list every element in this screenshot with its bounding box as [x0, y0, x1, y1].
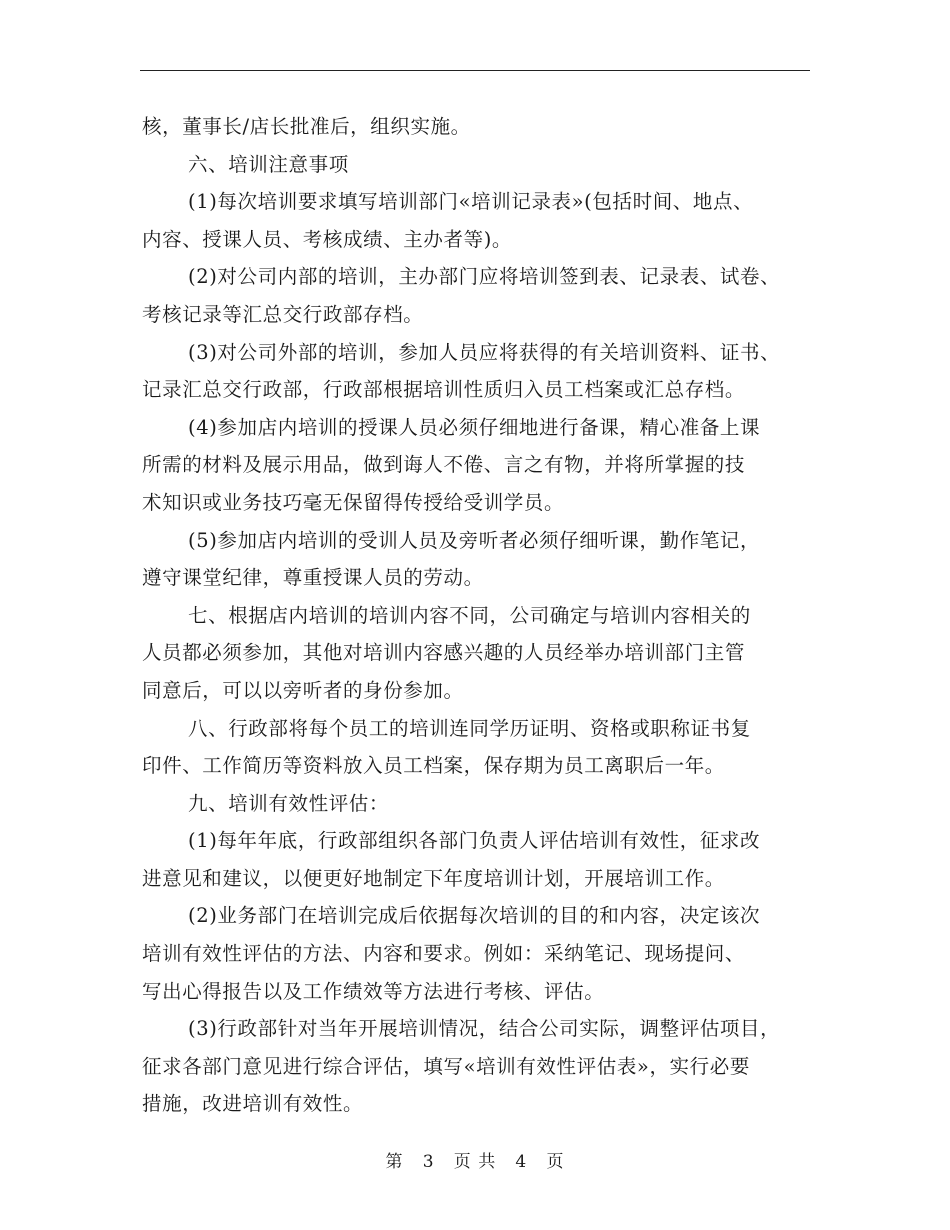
- text-line: 所需的材料及展示用品，做到诲人不倦、言之有物，并将所掌握的技: [142, 453, 746, 477]
- document-body: [142, 108, 832, 1123]
- footer-total-pages: 4: [515, 1152, 528, 1172]
- text-line: 同意后，可以以旁听者的身份参加。: [142, 678, 464, 702]
- text-line: (2)对公司内部的培训，主办部门应将培训签到表、记录表、试卷、: [188, 265, 781, 289]
- footer-suffix: 页: [546, 1152, 565, 1172]
- text-line: (3)行政部针对当年开展培训情况，结合公司实际，调整评估项目，: [188, 1017, 781, 1041]
- header-rule: [140, 70, 810, 71]
- footer-prefix: 第: [385, 1152, 404, 1172]
- text-line: (1)每年年底，行政部组织各部门负责人评估培训有效性，征求改: [188, 829, 761, 853]
- text-line: (4)参加店内培训的授课人员必须仔细地进行备课，精心准备上课: [188, 415, 761, 439]
- text-line: 考核记录等汇总交行政部存档。: [142, 302, 424, 326]
- text-line: 征求各部门意见进行综合评估，填写«培训有效性评估表»，实行必要: [142, 1054, 750, 1078]
- text-line: 培训有效性评估的方法、内容和要求。例如：采纳笔记、现场提问、: [142, 942, 746, 966]
- text-line: 内容、授课人员、考核成绩、主办者等)。: [142, 227, 513, 251]
- text-line: (1)每次培训要求填写培训部门«培训记录表»(包括时间、地点、: [188, 190, 754, 214]
- text-line: 六、培训注意事项: [188, 152, 349, 176]
- footer-current-page: 3: [422, 1152, 435, 1172]
- text-line: (5)参加店内培训的受训人员及旁听者必须仔细听课，勤作笔记，: [188, 528, 761, 552]
- text-line: 人员都必须参加，其他对培训内容感兴趣的人员经举办培训部门主管: [142, 641, 746, 665]
- footer-middle: 页 共: [453, 1152, 497, 1172]
- text-line: (2)业务部门在培训完成后依据每次培训的目的和内容，决定该次: [188, 904, 761, 928]
- text-line: 写出心得报告以及工作绩效等方法进行考核、评估。: [142, 979, 605, 1003]
- text-line: 核，董事长/店长批准后，组织实施。: [142, 115, 471, 138]
- page-footer: [0, 1147, 950, 1172]
- text-line: 八、行政部将每个员工的培训连同学历证明、资格或职称证书复: [188, 716, 751, 740]
- text-line: 措施，改进培训有效性。: [142, 1092, 364, 1116]
- text-line: 九、培训有效性评估：: [188, 791, 390, 815]
- text-line: (3)对公司外部的培训，参加人员应将获得的有关培训资料、证书、: [188, 340, 781, 364]
- text-line: 印件、工作简历等资料放入员工档案，保存期为员工离职后一年。: [142, 754, 725, 778]
- text-line: 遵守课堂纪律，尊重授课人员的劳动。: [142, 566, 484, 590]
- text-line: 进意见和建议，以便更好地制定下年度培训计划，开展培训工作。: [142, 866, 725, 890]
- text-line: 记录汇总交行政部，行政部根据培训性质归入员工档案或汇总存档。: [142, 378, 746, 402]
- text-line: 七、根据店内培训的培训内容不同，公司确定与培训内容相关的: [188, 603, 751, 627]
- text-line: 术知识或业务技巧毫无保留得传授给受训学员。: [142, 490, 565, 514]
